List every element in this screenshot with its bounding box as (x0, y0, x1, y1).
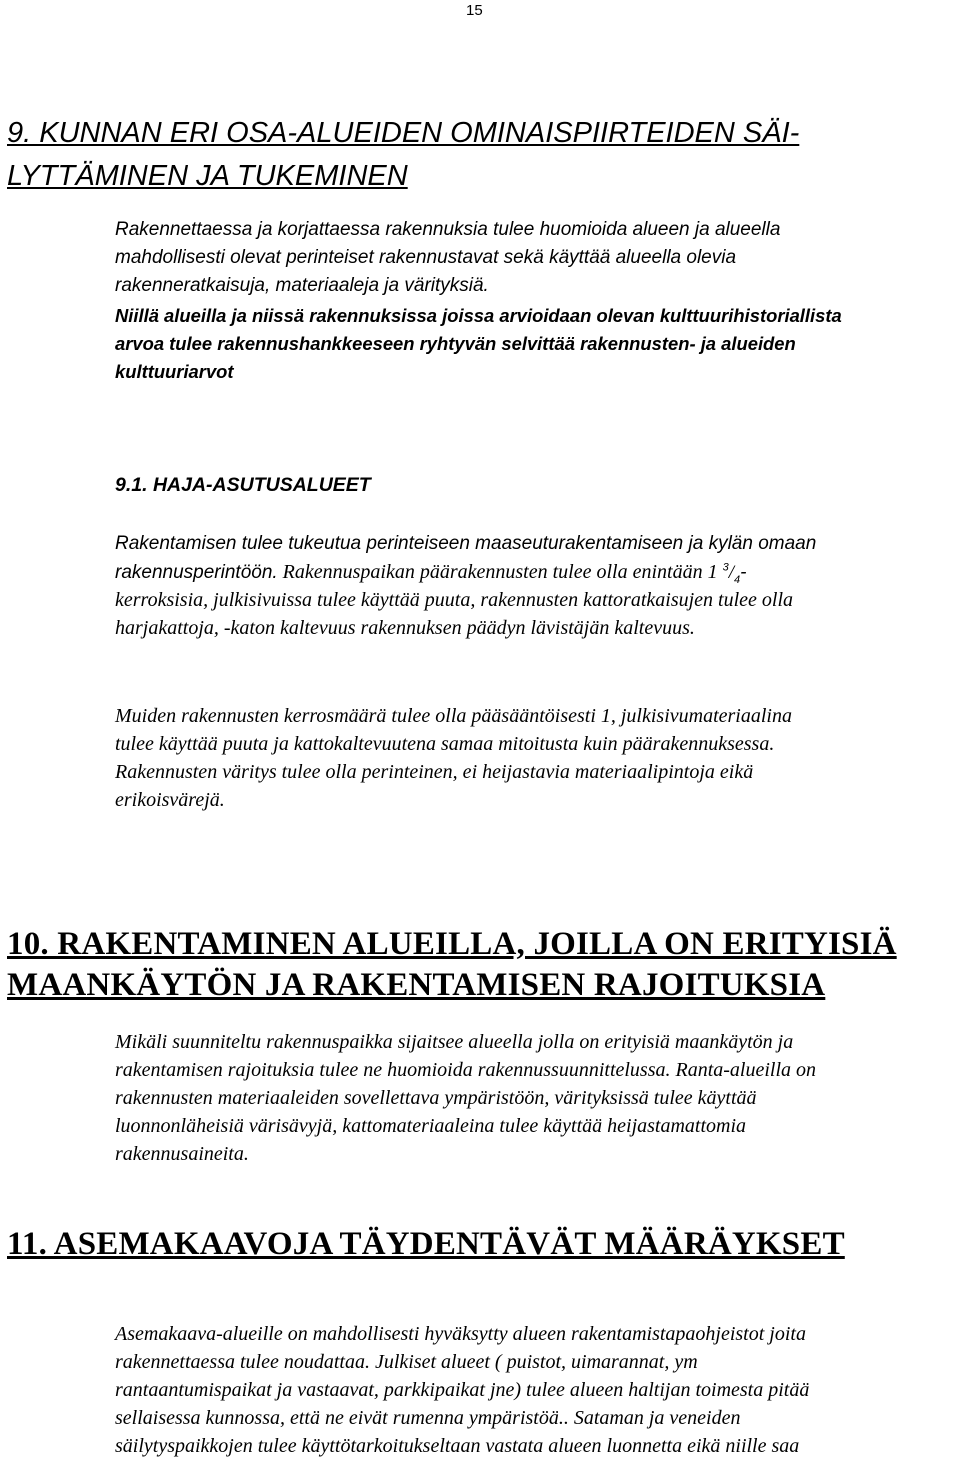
text-line: Asemakaava-alueille on mahdollisesti hyväksytty alueen rakentamistapaohjeistot joita (115, 1323, 806, 1345)
section-11-heading: 11. ASEMAKAAVOJA TÄYDENTÄVÄT MÄÄRÄYKSET (7, 1226, 845, 1262)
text-line: sellaisessa kunnossa, että ne eivät rumenna ympäristöä.. Sataman ja veneiden (115, 1407, 741, 1429)
text-line: säilytyspaikkojen tulee käyttötarkoitukseltaan vastata alueen luonnetta eikä niille saa (115, 1435, 800, 1457)
text-line: Muiden rakennusten kerrosmäärä tulee olla pääsääntöisesti 1, julkisivumateriaalina (115, 705, 792, 727)
text-line: Rakennusten väritys tulee olla perinteinen, ei heijastavia materiaalipintoja eikä (115, 761, 754, 783)
text-fragment: Rakennuspaikan päärakennusten tulee olla enintään 1 (277, 561, 723, 583)
text-line: rakennettaessa tulee noudattaa. Julkiset alueet ( puistot, uimarannat, ym (115, 1351, 698, 1373)
section-10-heading-line: 10. RAKENTAMINEN ALUEILLA, JOILLA ON ERITYISIÄ (7, 926, 897, 962)
text-line: Niillä alueilla ja niissä rakennuksissa joissa arvioidaan olevan kulttuurihistoriallista (115, 305, 842, 326)
section-9-1-paragraph-1 (115, 530, 816, 642)
text-line: arvoa tulee rakennushankkeeseen ryhtyvän selvittää rakennusten- ja alueiden (115, 333, 796, 354)
fraction-slash: / (728, 562, 734, 583)
fraction-denominator: 4 (734, 573, 741, 586)
text-line: rakenneratkaisuja, materiaaleja ja värityksiä. (115, 275, 489, 296)
page-number: 15 (466, 2, 483, 19)
section-9-bold-note (115, 302, 842, 386)
text-line: rakennusten materiaaleiden sovellettava ympäristöön, värityksissä tulee käyttää (115, 1087, 757, 1109)
text-line (115, 558, 816, 586)
text-line: harjakattoja, -katon kaltevuus rakennuksen päädyn lävistäjän kaltevuus. (115, 617, 695, 639)
text-fragment: - (740, 562, 747, 583)
text-line: mahdollisesti olevat perinteiset rakennustavat sekä käyttää alueella olevia (115, 247, 737, 268)
section-10-body (115, 1028, 816, 1168)
section-9-heading-line: LYTTÄMINEN JA TUKEMINEN (7, 160, 408, 192)
section-10-heading (7, 924, 897, 1006)
section-9-intro (115, 216, 780, 300)
section-9-1-paragraph-2 (115, 702, 792, 814)
section-11-body (115, 1320, 809, 1460)
section-9-1-heading: 9.1. HAJA-ASUTUSALUEET (115, 474, 371, 496)
text-line: rakennusaineita. (115, 1143, 249, 1165)
text-line: kerroksisia, julkisivuissa tulee käyttää puuta, rakennusten kattoratkaisujen tulee olla (115, 589, 794, 611)
text-line: luonnonläheisiä värisävyjä, kattomateriaaleina tulee käyttää heijastamattomia (115, 1115, 747, 1137)
text-line: Rakentamisen tulee tukeutua perinteiseen maaseuturakentamiseen ja kylän omaan (115, 533, 817, 554)
section-9-heading-line: 9. KUNNAN ERI OSA-ALUEIDEN OMINAISPIIRTEIDEN SÄI- (7, 117, 800, 149)
text-line: kulttuuriarvot (115, 361, 234, 382)
text-line: Mikäli suunniteltu rakennuspaikka sijaitsee alueella jolla on erityisiä maankäytön ja (115, 1031, 794, 1053)
section-9-heading (7, 112, 799, 198)
fraction-numerator: 3 (722, 561, 729, 574)
text-line: rakentamisen rajoituksia tulee ne huomioida rakennussuunnittelussa. Ranta-alueilla on (115, 1059, 817, 1081)
text-fragment: rakennusperintöön. (115, 562, 278, 583)
text-line: erikoisvärejä. (115, 789, 225, 811)
text-line: Rakennettaessa ja korjattaessa rakennuksia tulee huomioida alueen ja alueella (115, 219, 781, 240)
section-10-heading-line: MAANKÄYTÖN JA RAKENTAMISEN RAJOITUKSIA (7, 967, 826, 1003)
text-line: rantaantumispaikat ja vastaavat, parkkipaikat jne) tulee alueen haltijan toimesta pitää (115, 1379, 810, 1401)
text-line: tulee käyttää puuta ja kattokaltevuutena samaa mitoitusta kuin päärakennuksessa. (115, 733, 775, 755)
